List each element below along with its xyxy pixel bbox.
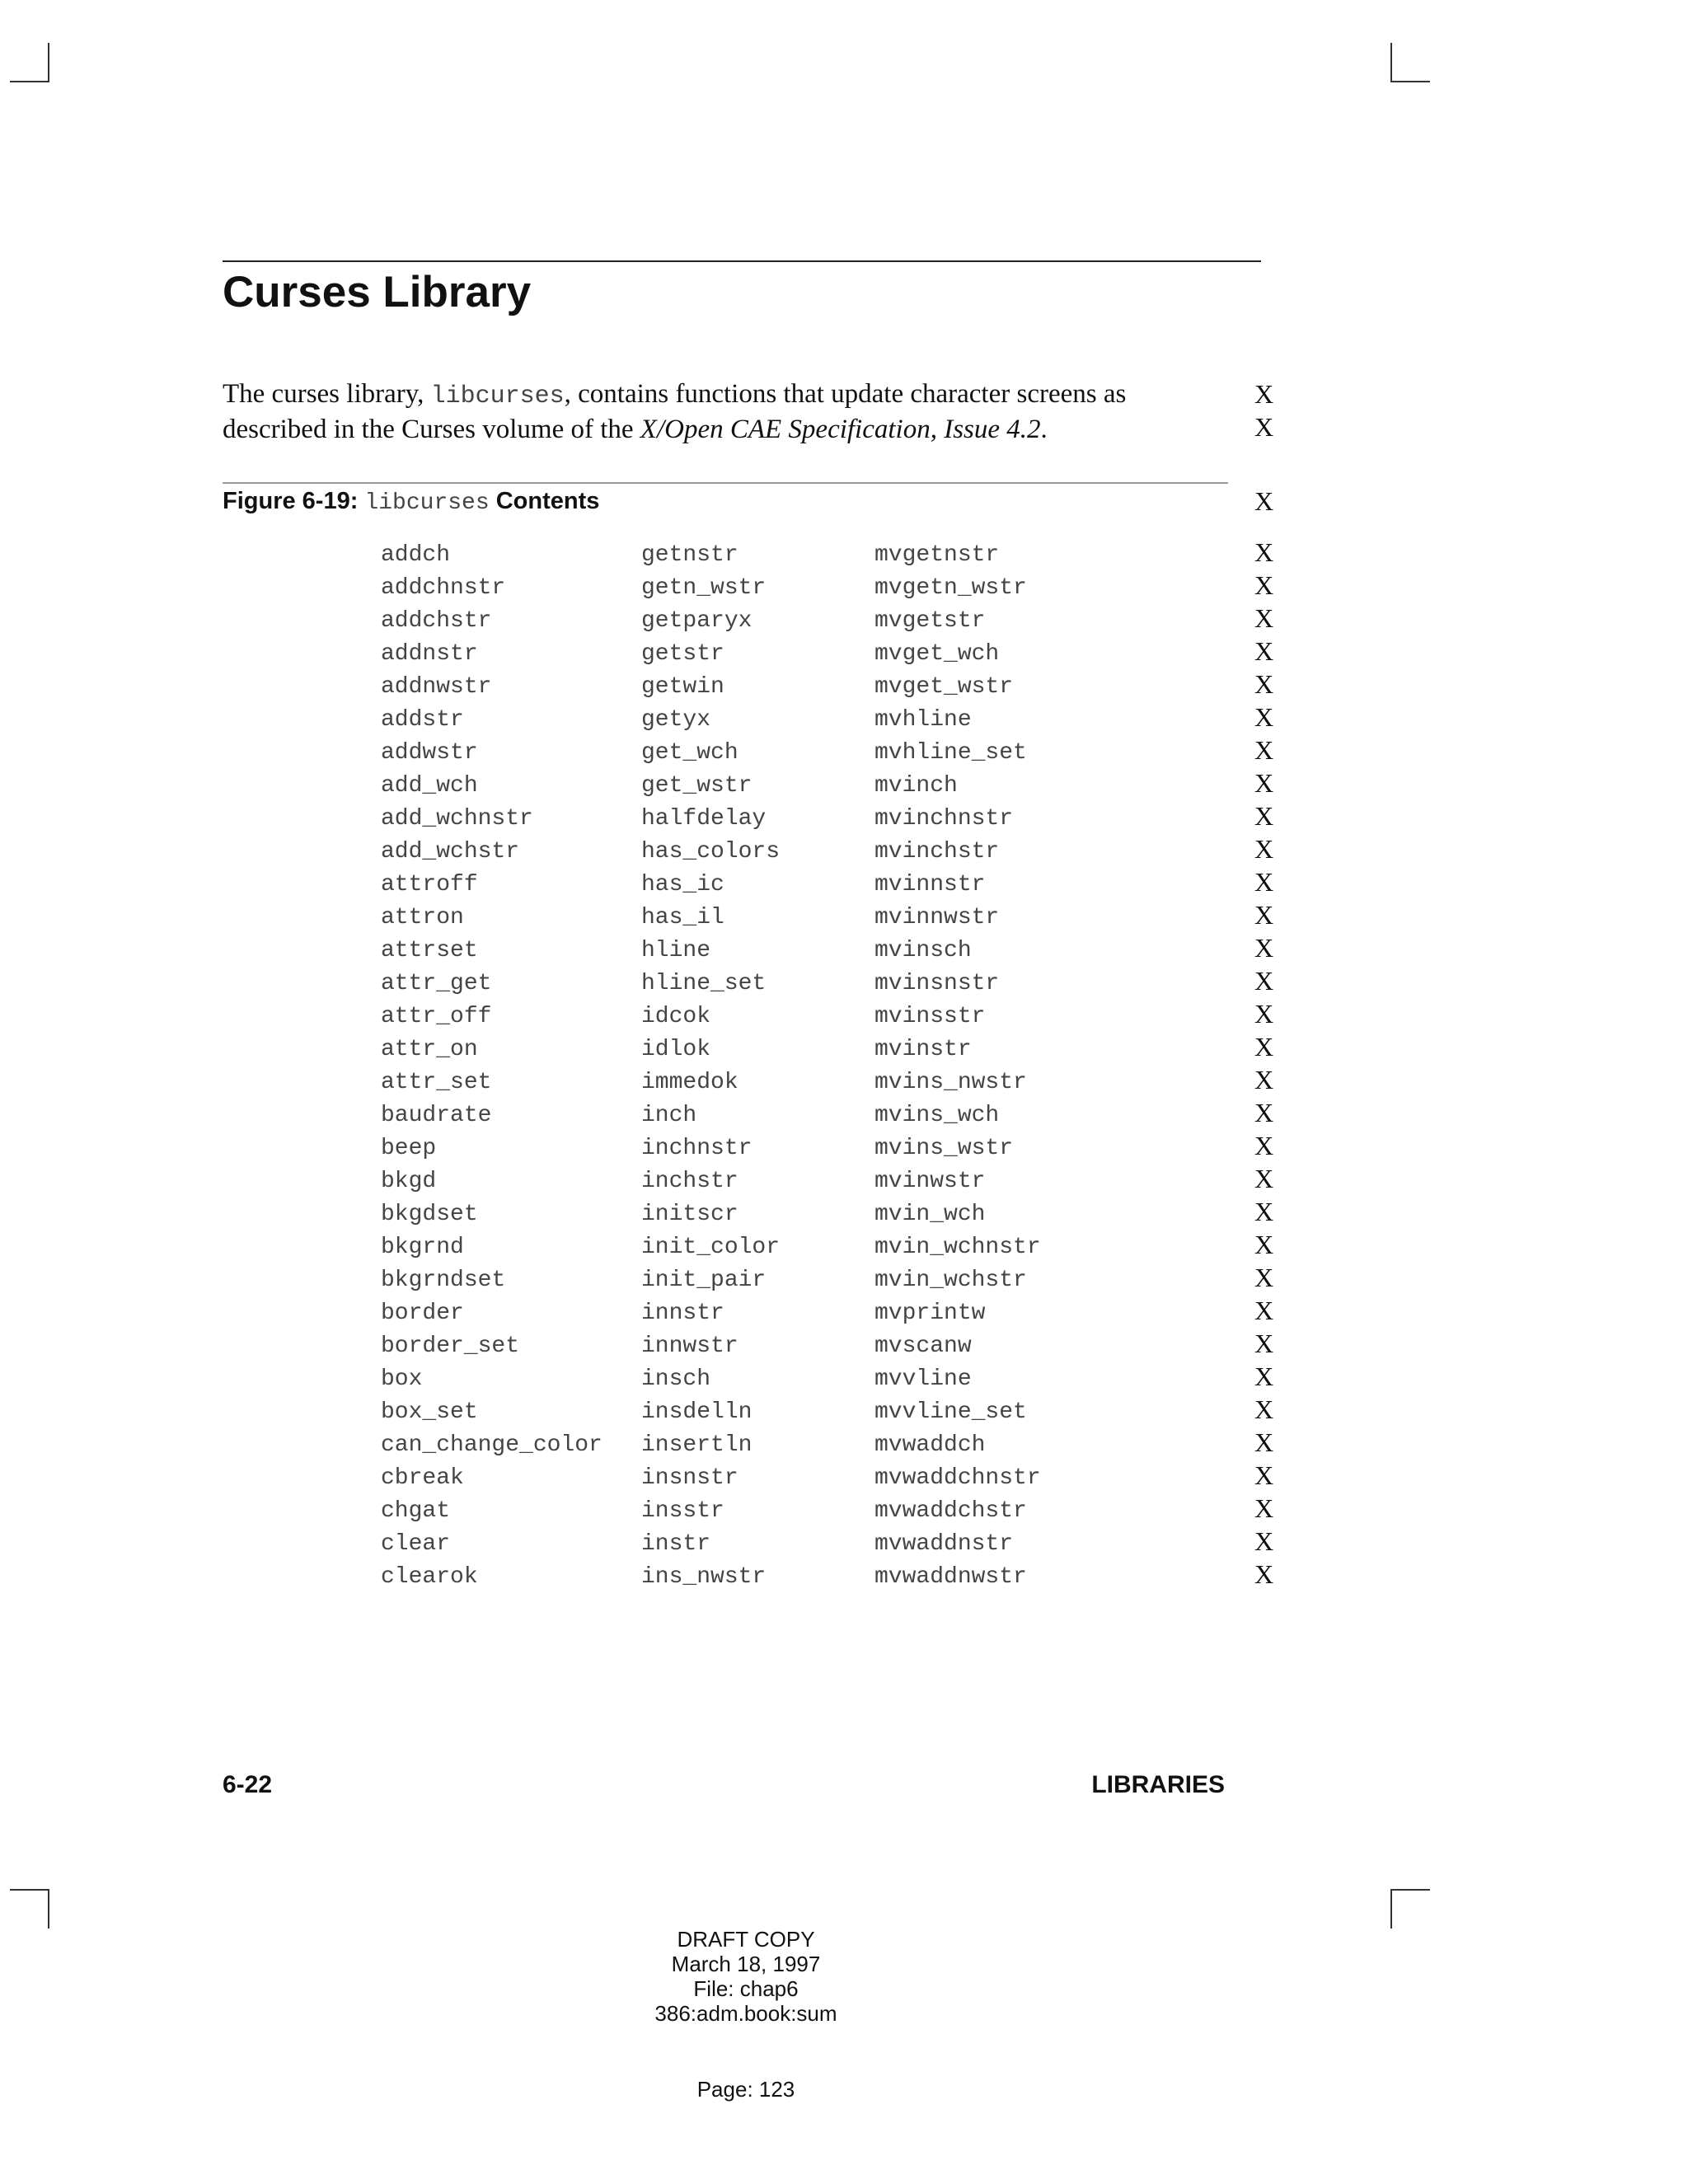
function-name: init_pair [641, 1268, 767, 1293]
change-mark: X [1254, 570, 1274, 600]
function-name: insertln [641, 1432, 753, 1458]
function-name: attr_off [381, 1004, 492, 1029]
function-name: attr_set [381, 1070, 492, 1095]
function-name: attr_get [381, 971, 492, 996]
function-name: mvins_wch [874, 1103, 1000, 1128]
change-mark: X [1254, 1263, 1274, 1292]
function-name: clear [381, 1531, 451, 1557]
function-name: chgat [381, 1498, 451, 1524]
function-name: innstr [641, 1301, 724, 1326]
change-mark: X [1254, 486, 1274, 516]
change-mark: X [1254, 1131, 1274, 1160]
function-name: bkgdset [381, 1202, 478, 1227]
change-mark: X [1254, 1197, 1274, 1226]
function-name: attr_on [381, 1037, 478, 1062]
function-name: mvinsstr [874, 1004, 986, 1029]
change-mark: X [1254, 1032, 1274, 1062]
crop-mark-top-left [48, 43, 49, 82]
footer-page-number: 6-22 [223, 1771, 273, 1798]
function-name: mvhline_set [874, 740, 1027, 766]
function-name: mvinnstr [874, 872, 986, 898]
function-name: initscr [641, 1202, 738, 1227]
draft-date: March 18, 1997 [671, 1952, 821, 1976]
function-name: mvwaddnwstr [874, 1564, 1027, 1590]
function-name: inchnstr [641, 1136, 753, 1161]
function-name: mvvline [874, 1366, 972, 1392]
change-mark: X [1254, 1230, 1274, 1259]
function-name: instr [641, 1531, 711, 1557]
change-mark: X [1254, 1427, 1274, 1457]
function-name: getstr [641, 641, 724, 667]
function-name: border [381, 1301, 464, 1326]
function-name: insch [641, 1366, 711, 1392]
crop-mark-top-left-h [10, 81, 49, 82]
draft-file: File: chap6 [693, 1976, 799, 2001]
change-mark: X [1254, 1065, 1274, 1094]
function-name: box_set [381, 1399, 478, 1425]
function-name: beep [381, 1136, 437, 1161]
change-mark: X [1254, 966, 1274, 996]
change-mark: X [1254, 1361, 1274, 1391]
draft-book: 386:adm.book:sum [654, 2001, 837, 2026]
function-name: bkgd [381, 1169, 437, 1194]
spec-title: X/Open CAE Specification, Issue 4.2 [640, 415, 1041, 444]
function-name: getnstr [641, 542, 738, 568]
function-name: baudrate [381, 1103, 492, 1128]
function-name: addchnstr [381, 575, 506, 601]
function-name: addstr [381, 707, 464, 733]
change-mark: X [1254, 1460, 1274, 1490]
function-name: hline [641, 938, 711, 963]
function-name: addchstr [381, 608, 492, 634]
function-name: idcok [641, 1004, 711, 1029]
function-name: addwstr [381, 740, 478, 766]
crop-mark-bottom-left [48, 1889, 49, 1929]
function-name: attroff [381, 872, 478, 898]
draft-label: DRAFT COPY [677, 1927, 815, 1952]
function-name: insstr [641, 1498, 724, 1524]
function-name: mvin_wchstr [874, 1268, 1027, 1293]
change-mark: X [1254, 1329, 1274, 1358]
function-name: mvwaddch [874, 1432, 986, 1458]
draft-page: Page: 123 [696, 2077, 795, 2102]
change-mark: X [1254, 933, 1274, 963]
function-name: idlok [641, 1037, 711, 1062]
figure-rule [223, 482, 1228, 484]
function-name: inch [641, 1103, 697, 1128]
function-name: mvinchstr [874, 839, 1000, 865]
change-mark: X [1254, 1098, 1274, 1127]
function-name: get_wch [641, 740, 738, 766]
change-mark: X [1254, 900, 1274, 930]
figure-caption [223, 486, 599, 518]
function-name: mvgetn_wstr [874, 575, 1027, 601]
intro-line-1 [223, 377, 1245, 413]
intro-line-2 [223, 413, 1245, 446]
function-name: mvins_nwstr [874, 1070, 1027, 1095]
function-name: mvinstr [874, 1037, 972, 1062]
function-name: addch [381, 542, 451, 568]
function-name: inchstr [641, 1169, 738, 1194]
figure-label: Figure 6-19: [223, 488, 359, 514]
function-name: init_color [641, 1235, 781, 1260]
function-name: mvget_wch [874, 641, 1000, 667]
change-mark: X [1254, 636, 1274, 666]
intro-text: The curses library, [223, 379, 431, 409]
function-name: mvhline [874, 707, 972, 733]
change-mark: X [1254, 379, 1274, 409]
draft-stamp [577, 1927, 915, 2026]
change-mark: X [1254, 1164, 1274, 1193]
function-name: mvinwstr [874, 1169, 986, 1194]
function-name: mvgetstr [874, 608, 986, 634]
function-name: mvinchnstr [874, 806, 1014, 832]
function-name: clearok [381, 1564, 478, 1590]
figure-title: Contents [495, 488, 600, 514]
function-name: mvinch [874, 773, 958, 799]
function-name: ins_nwstr [641, 1564, 767, 1590]
change-mark: X [1254, 801, 1274, 831]
function-name: mvin_wchnstr [874, 1235, 1041, 1260]
crop-mark-bottom-right-h [1390, 1889, 1430, 1891]
function-name: mvscanw [874, 1333, 972, 1359]
function-name: has_il [641, 905, 724, 930]
function-name: bkgrnd [381, 1235, 464, 1260]
function-name: mvget_wstr [874, 674, 1014, 700]
change-mark: X [1254, 735, 1274, 765]
change-mark: X [1254, 999, 1274, 1029]
function-name: addnwstr [381, 674, 492, 700]
function-name: insnstr [641, 1465, 738, 1491]
crop-mark-top-right [1390, 43, 1392, 82]
function-name: mvin_wch [874, 1202, 986, 1227]
function-name: add_wchnstr [381, 806, 533, 832]
function-name: attrset [381, 938, 478, 963]
function-name: mvins_wstr [874, 1136, 1014, 1161]
function-name: halfdelay [641, 806, 767, 832]
function-name: mvgetnstr [874, 542, 1000, 568]
change-mark: X [1254, 768, 1274, 798]
function-name: addnstr [381, 641, 478, 667]
crop-mark-bottom-right [1390, 1889, 1392, 1929]
function-name: mvinnwstr [874, 905, 1000, 930]
function-name: getparyx [641, 608, 753, 634]
function-name: add_wch [381, 773, 478, 799]
function-name: insdelln [641, 1399, 753, 1425]
function-name: getwin [641, 674, 724, 700]
function-name: get_wstr [641, 773, 753, 799]
change-mark: X [1254, 867, 1274, 897]
function-name: has_colors [641, 839, 781, 865]
function-name: mvprintw [874, 1301, 986, 1326]
intro-text: described in the Curses volume of the [223, 415, 640, 444]
change-mark: X [1254, 603, 1274, 633]
function-name: has_ic [641, 872, 724, 898]
crop-mark-bottom-left-h [10, 1889, 49, 1891]
function-name: hline_set [641, 971, 767, 996]
function-name: mvwaddchnstr [874, 1465, 1041, 1491]
inline-code: libcurses [430, 382, 565, 410]
function-name: getyx [641, 707, 711, 733]
function-name: can_change_color [381, 1432, 603, 1458]
section-title: Curses Library [223, 268, 532, 316]
change-mark: X [1254, 702, 1274, 732]
function-name: border_set [381, 1333, 520, 1359]
change-mark: X [1254, 1394, 1274, 1424]
function-name: mvwaddnstr [874, 1531, 1014, 1557]
intro-paragraph [223, 377, 1245, 446]
function-name: bkgrndset [381, 1268, 506, 1293]
change-mark: X [1254, 537, 1274, 567]
function-name: attron [381, 905, 464, 930]
crop-mark-top-right-h [1390, 81, 1430, 82]
change-mark: X [1254, 1296, 1274, 1325]
function-name: add_wchstr [381, 839, 520, 865]
function-name: cbreak [381, 1465, 464, 1491]
change-mark: X [1254, 669, 1274, 699]
change-mark: X [1254, 1559, 1274, 1589]
function-name: mvwaddchstr [874, 1498, 1027, 1524]
function-name: mvinsch [874, 938, 972, 963]
figure-code: libcurses [364, 490, 490, 516]
function-name: getn_wstr [641, 575, 767, 601]
function-name: mvvline_set [874, 1399, 1027, 1425]
change-mark: X [1254, 1526, 1274, 1556]
function-name: innwstr [641, 1333, 738, 1359]
intro-text: . [1040, 415, 1048, 444]
footer-chapter: LIBRARIES [1091, 1771, 1225, 1798]
change-mark: X [1254, 412, 1274, 442]
function-name: immedok [641, 1070, 738, 1095]
function-name: mvinsnstr [874, 971, 1000, 996]
function-name: box [381, 1366, 423, 1392]
title-rule [223, 260, 1261, 262]
change-mark: X [1254, 1493, 1274, 1523]
change-mark: X [1254, 834, 1274, 864]
intro-text: , contains functions that update character screens as [564, 379, 1127, 409]
